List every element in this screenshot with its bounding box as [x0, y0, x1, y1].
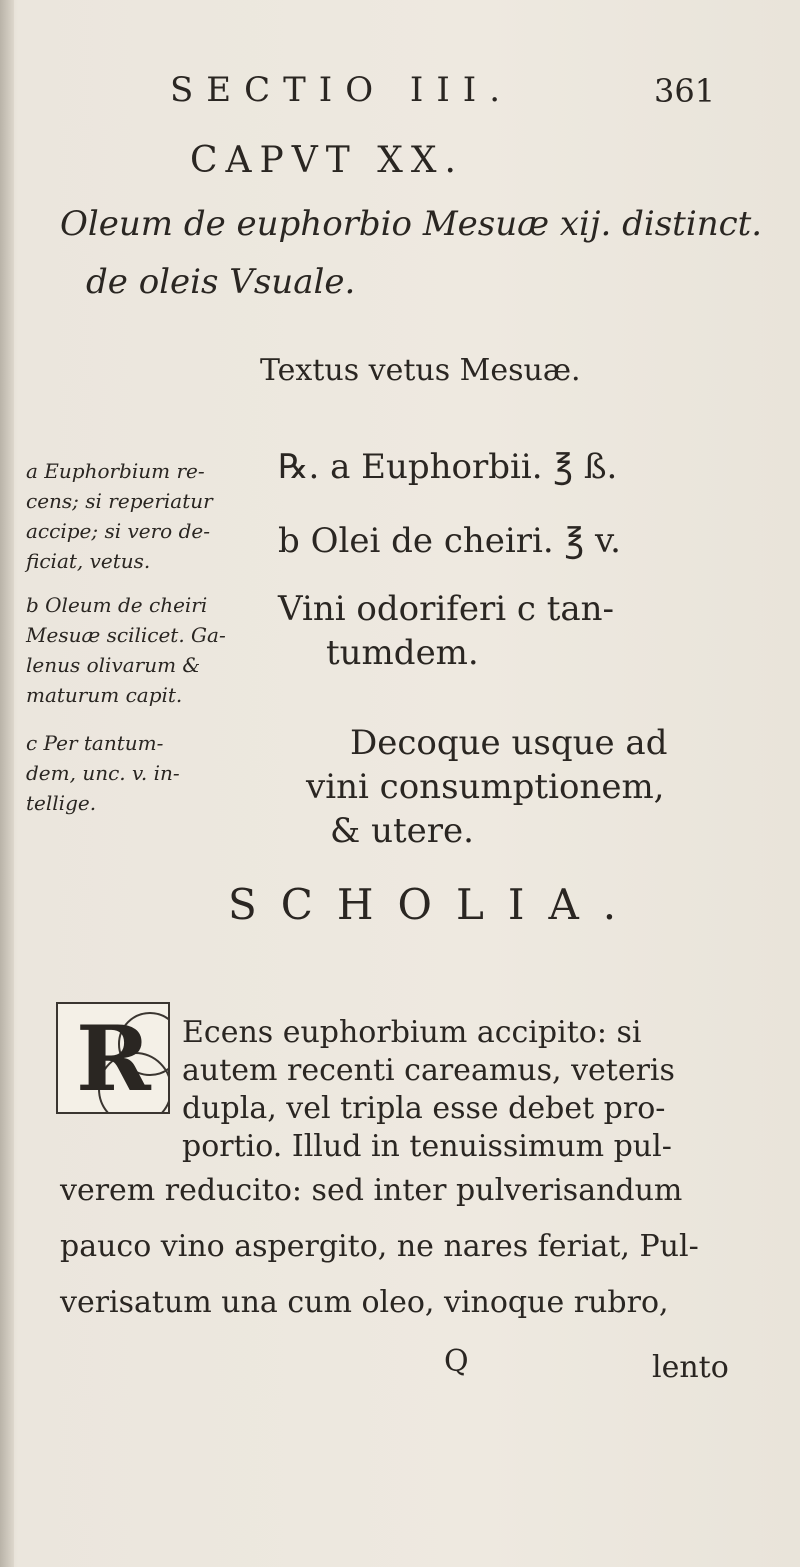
margin-note: ficiat, vetus.: [26, 549, 151, 573]
scholia-line: Ecens euphorbium accipito: si: [182, 1015, 642, 1050]
margin-note: c Per tantum-: [26, 731, 164, 755]
scholia-line: autem recenti careamus, veteris: [182, 1053, 675, 1088]
margin-note: b Oleum de cheiri: [26, 593, 208, 617]
recipe-line: ℞. a Euphorbii. ℥ ß.: [278, 447, 618, 487]
scholia-line: verem reducito: sed inter pulverisandum: [60, 1173, 683, 1208]
rubric-line-2: de oleis Vsuale.: [86, 262, 356, 302]
scholia-heading: SCHOLIA.: [228, 880, 641, 929]
margin-note: maturum capit.: [26, 683, 183, 707]
scholia-line: verisatum una cum oleo, vinoque rubro,: [60, 1285, 669, 1320]
running-head: SECTIO III.: [170, 70, 514, 110]
recipe-line: b Olei de cheiri. ℥ v.: [278, 521, 621, 561]
margin-note: lenus olivarum &: [26, 653, 201, 677]
scholia-line: portio. Illud in tenuissimum pul-: [182, 1129, 672, 1164]
margin-note: a Euphorbium re-: [26, 459, 205, 483]
scholia-line: pauco vino aspergito, ne nares feriat, Pul-: [60, 1229, 699, 1264]
textus-heading: Textus vetus Mesuæ.: [260, 353, 581, 388]
signature-mark: Q: [444, 1344, 469, 1379]
recipe-line: Decoque usque ad: [350, 723, 668, 763]
margin-note: cens; si reperiatur: [26, 489, 213, 513]
rubric-line-1: Oleum de euphorbio Mesuæ xij. distinct.: [60, 204, 763, 244]
scholia-line: dupla, vel tripla esse debet pro-: [182, 1091, 666, 1126]
recipe-line: tumdem.: [326, 633, 479, 673]
recipe-line: vini consumptionem,: [306, 767, 665, 807]
chapter-title: CAPVT XX.: [190, 140, 464, 181]
page-gutter: [0, 0, 14, 1567]
dropcap-letter: R: [76, 1006, 151, 1112]
ornamental-initial: [56, 1002, 170, 1114]
margin-note: dem, unc. v. in-: [26, 761, 180, 785]
recipe-line: & utere.: [330, 811, 474, 851]
recipe-line: Vini odoriferi c tan-: [278, 589, 615, 629]
page-number: 361: [654, 72, 716, 110]
catchword: lento: [652, 1350, 729, 1385]
margin-note: tellige.: [26, 791, 97, 815]
margin-note: Mesuæ scilicet. Ga-: [26, 623, 226, 647]
margin-note: accipe; si vero de-: [26, 519, 210, 543]
